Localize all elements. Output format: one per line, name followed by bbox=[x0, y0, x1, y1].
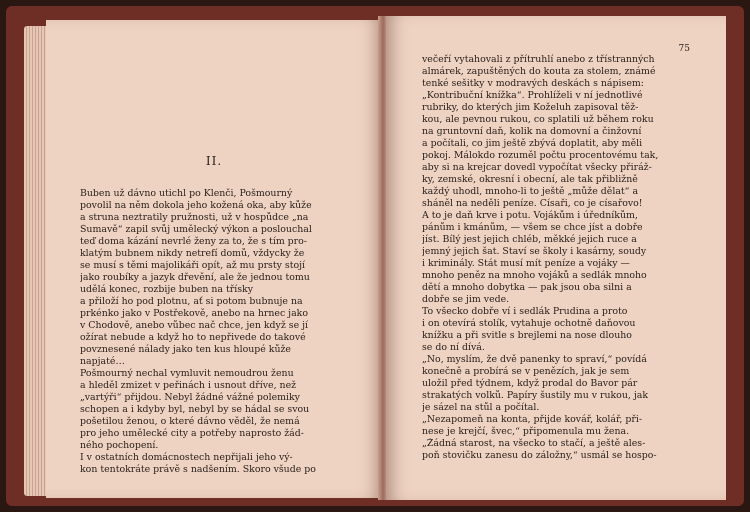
text-line: Buben už dávno utichl po Klenči, Pošmourný bbox=[80, 188, 293, 199]
text-line: večeří vytahovali z přítruhlí anebo z třístranných bbox=[422, 54, 655, 65]
text-line: „vartýři“ přijdou. Nebyl žádné vážné polemiky bbox=[80, 392, 300, 403]
page-edges bbox=[24, 26, 48, 496]
text-line: pošetilou ženou, o které dávno věděl, že nemá bbox=[80, 416, 300, 427]
text-line: dobře se jim vede. bbox=[422, 294, 510, 305]
text-line: dětí a mnoho dobytka — pak jsou oba silni a bbox=[422, 282, 632, 293]
text-line: Pošmourný nechal vymluvit nemoudrou ženu bbox=[80, 368, 294, 379]
text-line: jemný jejich šat. Staví se školy i kasárny, soudy bbox=[422, 246, 647, 257]
left-page bbox=[46, 20, 382, 498]
text-line: kou, ale pevnou rukou, co splatili už během roku bbox=[422, 114, 654, 125]
text-line: mnoho peněz na mnoho vojáků a sedlák mnoho bbox=[422, 270, 647, 281]
text-line: každý uhodl, mnoho-li to ještě „může dělat“ a bbox=[422, 186, 639, 197]
chapter-heading: II. bbox=[205, 154, 223, 168]
text-line: a struna neztratily pružnosti, už v hospůdce „na bbox=[80, 212, 309, 223]
text-line: a hleděl zmizet v peřinách i usnout dříve, než bbox=[80, 380, 297, 391]
text-line: a přiloží ho pod plotnu, ať si potom bubnuje na bbox=[80, 296, 303, 307]
text-line: uložil před týdnem, když prodal do Bavor pár bbox=[422, 378, 638, 389]
text-line: ožírat nebude a když ho to nepřivede do takové bbox=[80, 332, 306, 343]
open-book bbox=[6, 6, 744, 506]
text-line: sháněl na neděli peníze. Císaři, co je císařovo! bbox=[422, 198, 643, 209]
text-line: povznesené nálady jako ten kus hloupé kůže bbox=[80, 344, 291, 355]
text-line: almárek, zapuštěných do kouta za stolem, známé bbox=[422, 66, 656, 77]
text-line: strakatých volků. Papíry šustily mu v rukou, jak bbox=[422, 390, 649, 401]
text-line: napjaté… bbox=[80, 356, 125, 367]
text-line: povolil na něm dokola jeho kožená oka, aby kůže bbox=[80, 200, 312, 211]
left-page-text bbox=[80, 188, 362, 476]
text-line: prkénko jako v Postřekově, anebo na hrnec jako bbox=[80, 308, 309, 319]
text-line: rubriky, do kterých jim Koželuh zapisoval těž- bbox=[422, 102, 639, 113]
text-line: klatým bubnem nikdy netrefí domů, vždycky že bbox=[80, 248, 305, 259]
text-line: udělá konec, rozbije buben na třísky bbox=[80, 284, 254, 295]
text-line: „Kontribuční knížka“. Prohlíželi v ní jednotlivé bbox=[422, 90, 643, 101]
text-line: v Chodově, anebo vůbec nač chce, jen když se jí bbox=[80, 320, 309, 331]
text-line: je sázel na stůl a počítal. bbox=[422, 402, 540, 413]
page-number: 75 bbox=[678, 44, 690, 54]
text-line: I v ostatních domácnostech nepřijali jeho vý- bbox=[80, 452, 293, 463]
text-line: pokoj. Málokdo rozuměl počtu procentovému tak, bbox=[422, 150, 659, 161]
text-line: To všecko dobře ví i sedlák Prudina a proto bbox=[422, 306, 628, 317]
text-line: jako roubíky a jazyk dřevění, ale že jednou tomu bbox=[80, 272, 310, 283]
text-line: „Nezapomeň na konta, přijde kovář, kolář, při- bbox=[422, 414, 643, 425]
text-line: pro jeho umělecké city a potřeby naprosto žád- bbox=[80, 428, 304, 439]
text-line: jíst. Bílý jest jejich chléb, měkké jejich ruce a bbox=[422, 234, 637, 245]
text-line: i on otevírá stolík, vytahuje ochotně daňovou bbox=[422, 318, 636, 329]
text-line: se musí s těmi majolikáři opít, až mu prsty stojí bbox=[80, 260, 306, 271]
text-line: aby si na krejcar dovedl vypočítat všecky přiráž- bbox=[422, 162, 652, 173]
text-line: tenké sešitky v modravých deskách s nápisem: bbox=[422, 78, 644, 89]
text-line: knížku a při svitle s brejlemi na nose dlouho bbox=[422, 330, 632, 341]
text-line: teď doma kázání nevrlé ženy za to, že s tím pro- bbox=[80, 236, 307, 247]
text-line: pánům i kmánům, — všem se chce jíst a dobře bbox=[422, 222, 643, 233]
text-line: ky, zemské, okresní i obecní, ale tak přibližně bbox=[422, 174, 638, 185]
text-line: se do ní dívá. bbox=[422, 342, 485, 353]
text-line: kon tentokráte právě s nadšením. Skoro všude po bbox=[80, 464, 316, 475]
text-line: poň stovičku zanesu do záložny,“ usmál se hospo- bbox=[422, 450, 657, 461]
text-line: nese je krejčí, švec,“ připomenula mu žena. bbox=[422, 426, 630, 437]
text-line: „No, myslím, že dvě panenky to spraví,“ povídá bbox=[422, 354, 647, 365]
text-line: konečně a probírá se v penězích, jak je sem bbox=[422, 366, 630, 377]
text-line: ného pochopení. bbox=[80, 440, 159, 451]
text-line: Šumavě“ zapil svůj umělecký výkon a poslouchal bbox=[80, 224, 312, 235]
text-line: a počítali, co jim ještě zbývá doplatit, aby měli bbox=[422, 138, 643, 149]
text-line: schopen a i kdyby byl, nebyl by se hádal se svou bbox=[80, 404, 310, 415]
right-page bbox=[386, 16, 726, 500]
text-line: „Žádná starost, na všecko to stačí, a ještě ales- bbox=[422, 438, 646, 449]
text-line: na gruntovní daň, kolik na domovní a činžovní bbox=[422, 126, 642, 137]
right-page-text bbox=[422, 54, 710, 462]
text-line: A to je daň krve i potu. Vojákům i úředníkům, bbox=[422, 210, 638, 221]
text-line: i kriminály. Stát musí mít peníze a vojáky — bbox=[422, 258, 630, 269]
